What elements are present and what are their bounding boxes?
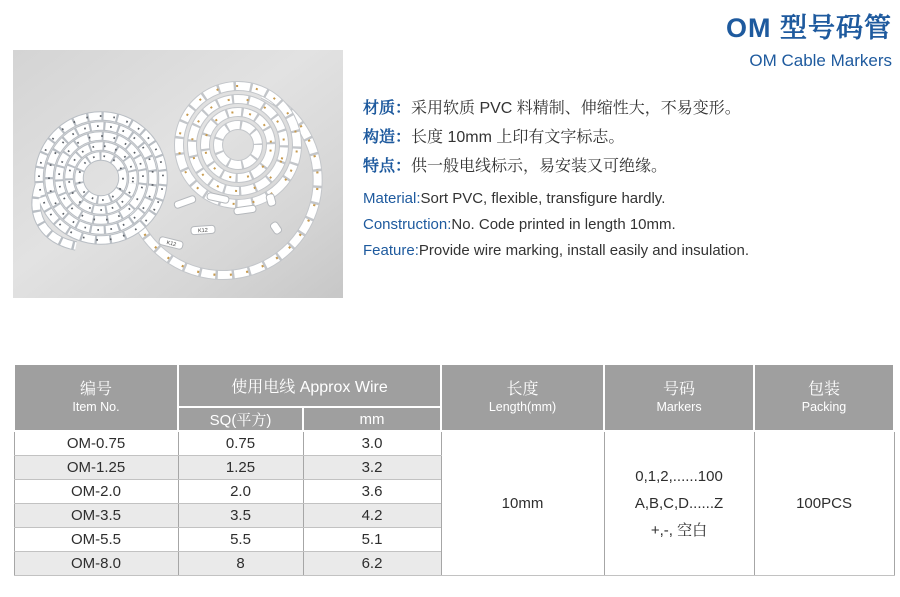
spec-table [13,363,895,576]
cell-packing-merged: 100PCS [754,431,894,575]
desc-line-construction-zh [363,123,895,152]
col-header-length [441,364,604,431]
markers-line: A,B,C,D......Z [634,494,724,512]
cable-markers-image [13,50,343,298]
header-zh: 包装 [808,381,841,398]
col-subheader-mm: mm [303,407,441,431]
cell-sq: 0.75 [178,431,303,455]
desc-label: Construction: [363,216,452,233]
header-en: Markers [656,400,702,414]
col-subheader-sq: SQ(平方) [178,407,303,431]
cell-markers-merged [604,431,754,575]
cell-mm: 3.0 [303,431,441,455]
desc-line-material-zh [363,94,895,123]
desc-text: 供一般电线标示，易安装又可绝缘。 [411,158,668,175]
desc-label: 材质： [363,100,412,117]
desc-text: 长度 10mm 上印有文字标志。 [411,129,625,146]
desc-label: 特点： [363,158,412,175]
cell-sq: 3.5 [178,503,303,527]
desc-line-construction-en [363,212,895,238]
desc-label: 构造： [363,129,412,146]
product-description [363,94,895,264]
cell-mm: 4.2 [303,503,441,527]
col-header-approx-wire: 使用电线 Approx Wire [178,364,441,407]
cell-item-no: OM-3.5 [14,503,178,527]
header-zh: 号码 [663,381,696,398]
cell-item-no: OM-2.0 [14,479,178,503]
cell-mm: 6.2 [303,551,441,575]
cell-length-merged: 10mm [441,431,604,575]
desc-text: Sort PVC, flexible, transfigure hardly. [420,190,666,207]
col-header-item-no [14,364,178,431]
page-subtitle: OM Cable Markers [749,51,892,70]
header-en: Item No. [72,400,120,414]
cell-item-no: OM-0.75 [14,431,178,455]
k12-marker-label: K12 [197,227,209,235]
col-header-markers [604,364,754,431]
desc-label: Material: [363,190,421,207]
title-block [726,6,892,71]
cell-sq: 1.25 [178,455,303,479]
header-zh: 编号 [79,381,112,398]
desc-text: Provide wire marking, install easily and insulation. [418,242,750,259]
header-zh: 长度 [506,381,539,398]
cell-item-no: OM-8.0 [14,551,178,575]
cell-sq: 8 [178,551,303,575]
markers-line: +,-, 空白 [650,521,708,539]
cell-mm: 3.6 [303,479,441,503]
desc-text: No. Code printed in length 10mm. [451,216,676,233]
markers-line: 0,1,2,......100 [635,467,723,485]
header-en: Packing [801,400,847,414]
desc-line-material-en [363,186,895,212]
desc-line-feature-zh [363,152,895,181]
cell-sq: 2.0 [178,479,303,503]
desc-text: 采用软质 PVC 料精制、伸缩性大，不易变形。 [411,100,741,117]
cell-mm: 3.2 [303,455,441,479]
cell-mm: 5.1 [303,527,441,551]
k12-marker-label: K12 [165,239,177,249]
desc-line-feature-en [363,238,895,264]
col-header-packing [754,364,894,431]
cell-item-no: OM-1.25 [14,455,178,479]
table-row [14,431,894,455]
desc-label: Feature: [363,242,419,259]
page-title: OM 型号码管 [726,13,892,43]
desc-english-block [363,186,895,264]
header-en: Length(mm) [488,400,557,414]
product-photo [13,50,343,297]
cell-item-no: OM-5.5 [14,527,178,551]
cell-sq: 5.5 [178,527,303,551]
